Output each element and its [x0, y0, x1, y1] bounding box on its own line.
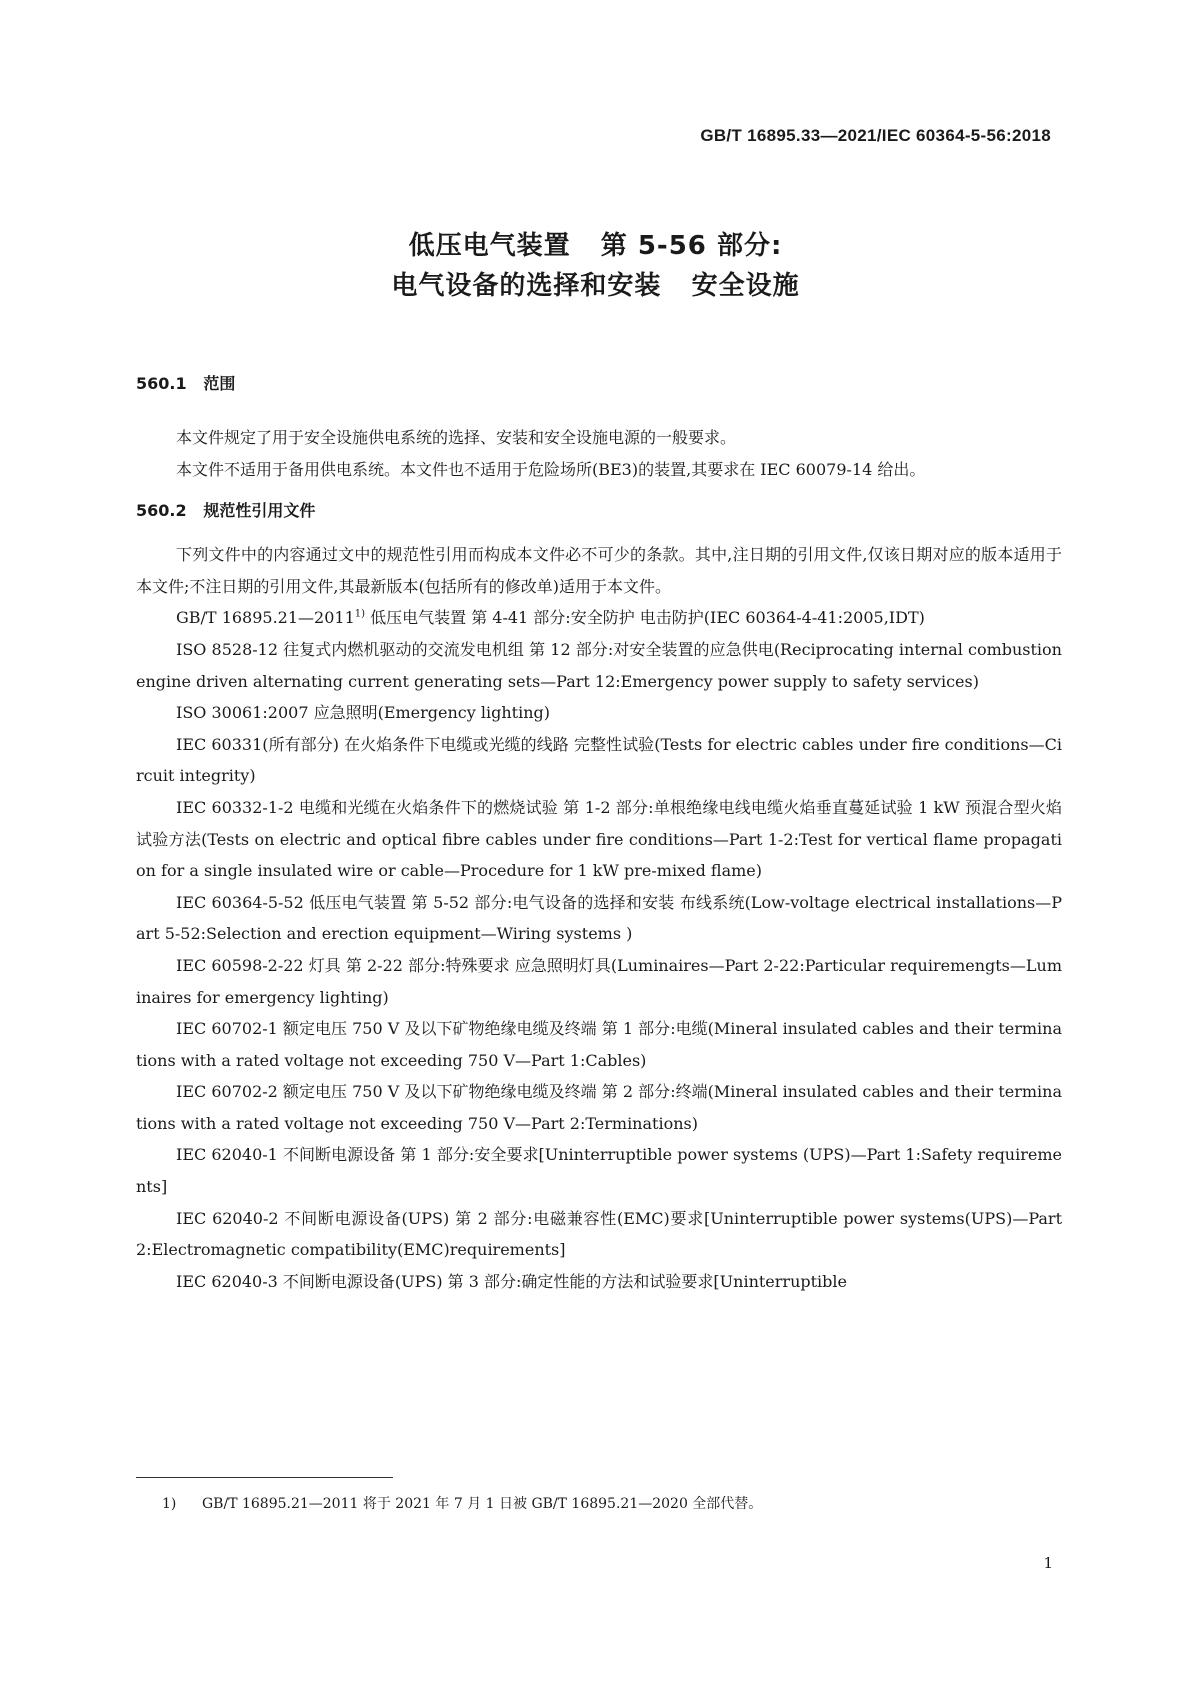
section-heading-scope: 560.1 范围	[136, 374, 236, 393]
title-line-2: 电气设备的选择和安装 安全设施	[391, 271, 800, 301]
document-body	[136, 372, 1062, 1297]
reference-entry: IEC 60702-2 额定电压 750 V 及以下矿物绝缘电缆及终端 第 2 部分:终端(Mineral insulated cables and their terminations with a rated voltage not exceeding 750 V—Part 2:Terminations)	[136, 1082, 1062, 1133]
reference-entry: IEC 62040-1 不间断电源设备 第 1 部分:安全要求[Uninterruptible power systems (UPS)—Part 1:Safety requirements]	[136, 1145, 1062, 1197]
reference-entry: IEC 62040-2 不间断电源设备(UPS) 第 2 部分:电磁兼容性(EMC)要求[Uninterruptible power systems(UPS)—Part 2:Electromagnetic compatibility(EMC)requirements]	[136, 1208, 1062, 1260]
reference-entry	[136, 602, 1062, 634]
reference-entry: IEC 62040-3 不间断电源设备(UPS) 第 3 部分:确定性能的方法和试验要求[Uninterruptible	[176, 1271, 847, 1291]
reference-entry: ISO 8528-12 往复式内燃机驱动的交流发电机组 第 12 部分:对安全装置的应急供电(Reciprocating internal combustion engine driven alternating current generating sets—Part 12:Emergency power supply to safety services)	[136, 639, 1062, 691]
reference-entry: IEC 60332-1-2 电缆和光缆在火焰条件下的燃烧试验 第 1-2 部分:单根绝缘电线电缆火焰垂直蔓延试验 1 kW 预混合型火焰试验方法(Tests on electric and optical fibre cables under fire conditions—Part 1-2:Test for vertical flame propagation for a single insulated wire or cable—Procedure for 1 kW pre-mixed flame)	[136, 797, 1062, 881]
standard-number: GB/T 16895.33—2021/IEC 60364-5-56:2018	[700, 126, 1051, 145]
scope-paragraph: 本文件规定了用于安全设施供电系统的选择、安装和安全设施电源的一般要求。	[176, 428, 737, 447]
reference-entry: IEC 60364-5-52 低压电气装置 第 5-52 部分:电气设备的选择和安装 布线系统(Low-voltage electrical installations—Part 5-52:Selection and erection equipment—Wiring systems )	[136, 892, 1062, 944]
page-number: 1	[1043, 1554, 1053, 1572]
document-title	[0, 226, 1191, 306]
section-heading-normative-references: 560.2 规范性引用文件	[136, 501, 316, 521]
reference-entry: IEC 60331(所有部分) 在火焰条件下电缆或光缆的线路 完整性试验(Tests for electric cables under fire conditions—Circuit integrity)	[136, 734, 1062, 786]
reference-entry: IEC 60702-1 额定电压 750 V 及以下矿物绝缘电缆及终端 第 1 部分:电缆(Mineral insulated cables and their terminations with a rated voltage not exceeding 750 V—Part 1:Cables)	[136, 1019, 1062, 1070]
references-intro: 下列文件中的内容通过文中的规范性引用而构成本文件必不可少的条款。其中,注日期的引用文件,仅该日期对应的版本适用于本文件;不注日期的引用文件,其最新版本(包括所有的修改单)适用于本文件。	[136, 545, 1062, 596]
footnote-divider	[136, 1477, 393, 1478]
reference-text: GB/T 16895.21—2011	[176, 608, 355, 628]
footnote-marker: 1)	[354, 609, 366, 621]
reference-entry: ISO 30061:2007 应急照明(Emergency lighting)	[176, 703, 551, 723]
footnote	[162, 1494, 762, 1514]
reference-text: 低压电气装置 第 4-41 部分:安全防护 电击防护(IEC 60364-4-41:2005,IDT)	[365, 608, 925, 628]
scope-paragraph: 本文件不适用于备用供电系统。本文件也不适用于危险场所(BE3)的装置,其要求在 IEC 60079-14 给出。	[176, 459, 926, 479]
reference-entry: IEC 60598-2-22 灯具 第 2-22 部分:特殊要求 应急照明灯具(Luminaires—Part 2-22:Particular requiremengts—Luminaires for emergency lighting)	[136, 955, 1062, 1007]
title-line-1: 低压电气装置 第 5-56 部分:	[408, 231, 783, 261]
footnote-text: GB/T 16895.21—2011 将于 2021 年 7 月 1 日被 GB/T 16895.21—2020 全部代替。	[202, 1496, 763, 1512]
footnote-number: 1)	[162, 1496, 177, 1512]
